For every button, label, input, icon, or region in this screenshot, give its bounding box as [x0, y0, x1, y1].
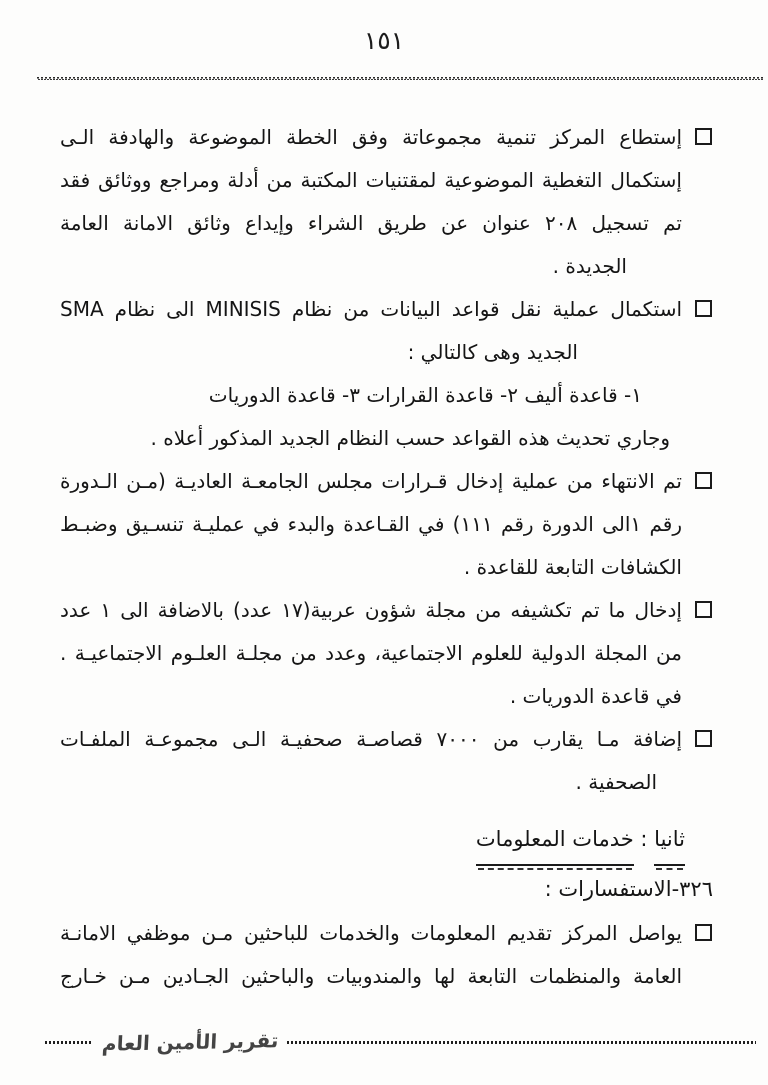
text-line: ١- قاعدة أليف ٢- قاعدة القرارات ٣- قاعدة الدوريات	[208, 383, 642, 407]
bullet-item	[60, 589, 713, 718]
text-line: إستطاع المركز تنمية مجموعاتة وفق الخطة الموضوعة والهادفة الـى	[60, 125, 682, 149]
footer-divider-long	[287, 1041, 756, 1044]
square-bullet-icon	[695, 601, 712, 618]
text-line: الجديد وهى كالتالي :	[407, 340, 578, 364]
text-line: وجاري تحديث هذه القواعد حسب النظام الجديد المذكور أعلاه .	[150, 426, 670, 450]
section-heading-separator: :	[633, 827, 655, 851]
text-line: الكشافات التابعة للقاعدة .	[463, 555, 682, 579]
text-line: يواصل المركز تقديم المعلومات والخدمات للباحثين مـن موظفي الامانـة	[60, 921, 682, 945]
bullet-item	[60, 460, 713, 589]
square-bullet-icon	[695, 472, 712, 489]
bullet-item	[60, 288, 713, 460]
square-bullet-icon	[695, 924, 712, 941]
section-heading-label: ثانيا	[654, 816, 685, 866]
square-bullet-icon	[695, 300, 712, 317]
footer-handwritten-note: تقرير الأمين العام	[101, 1028, 280, 1056]
page-number: ١٥١	[363, 26, 405, 55]
text-line: في قاعدة الدوريات .	[509, 684, 682, 708]
numbered-subheading: ٣٢٦-الاستفسارات :	[544, 877, 713, 901]
text-line: إدخال ما تم تكشيفه من مجلة شؤون عربية(١٧ عدد) بالاضافة الى ١ عدد	[60, 598, 682, 622]
section-heading	[60, 816, 713, 866]
square-bullet-icon	[695, 730, 712, 747]
top-divider	[37, 77, 763, 80]
footer-divider-short	[45, 1041, 93, 1044]
text-line: العامة والمنظمات التابعة لها والمندوبيات والباحثين الجـادين مـن خـارج	[60, 964, 682, 988]
text-line: الجديدة .	[552, 254, 627, 278]
section-heading-title: خدمات المعلومات	[476, 816, 634, 866]
bullet-item	[60, 718, 713, 804]
text-line: رقم ١الى الدورة رقم ١١١) في القـاعدة والبدء في عمليـة تنسـيق وضبـط	[60, 512, 682, 536]
text-line: استكمال عملية نقل قواعد البيانات من نظام MINISIS الى نظام SMA	[60, 297, 683, 321]
footer	[45, 1026, 756, 1058]
text-line: إضافة مـا يقارب من ٧٠٠٠ قصاصـة صحفيـة الـى مجموعـة الملفـات	[60, 727, 682, 751]
text-line: الصحفية .	[575, 770, 657, 794]
bullet-item	[60, 116, 713, 288]
text-line: تم تسجيل ٢٠٨ عنوان عن طريق الشراء وإيداع وثائق الامانة العامة	[60, 211, 682, 235]
document-body	[60, 116, 713, 998]
text-line: إستكمال التغطية الموضوعية لمقتنيات المكتبة من أدلة ومراجع ووثائق فقد	[60, 168, 682, 192]
text-line: تم الانتهاء من عملية إدخال قـرارات مجلس الجامعـة العاديـة (مـن الـدورة	[60, 469, 682, 493]
bullet-item	[60, 912, 713, 998]
square-bullet-icon	[695, 128, 712, 145]
text-line: من المجلة الدولية للعلوم الاجتماعية، وعدد من مجلـة العلـوم الاجتماعيـة .	[60, 641, 682, 665]
